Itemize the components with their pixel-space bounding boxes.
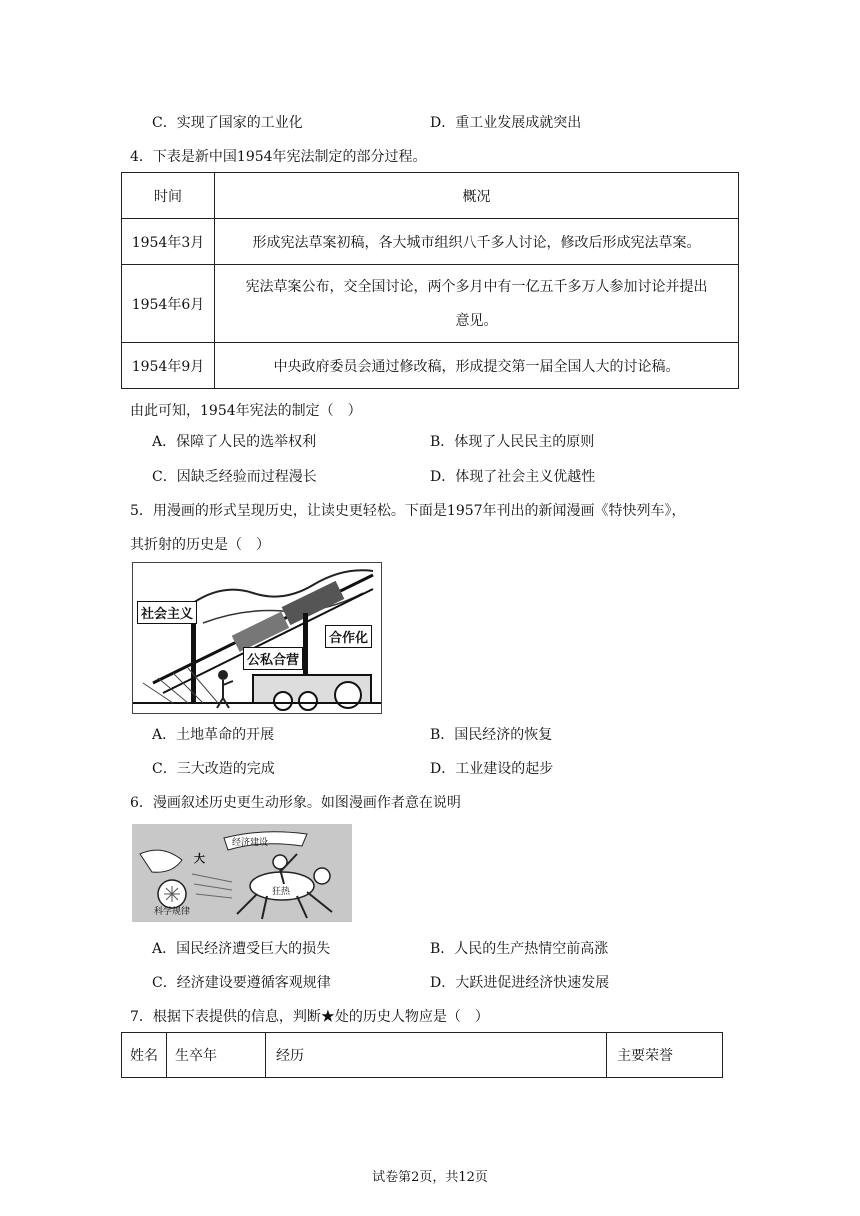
table-row bbox=[122, 343, 739, 389]
label-econ: 经济建设 bbox=[232, 838, 269, 848]
page-footer: 试卷第2页，共12页 bbox=[372, 1170, 488, 1185]
table-cell-time: 1954年3月 bbox=[122, 219, 215, 265]
table-header-years: 生卒年 bbox=[167, 1033, 266, 1078]
table-row bbox=[122, 219, 739, 265]
q5-stem-line1: 5．用漫画的形式呈现历史，让读史更轻松。下面是1957年刊出的新闻漫画《特快列车》， bbox=[130, 503, 686, 519]
label-heat: 狂热 bbox=[272, 887, 291, 897]
sign-socialism: 社会主义 bbox=[137, 601, 197, 624]
q4-option-a: A．保障了人民的选举权利 bbox=[152, 434, 317, 450]
q5-cartoon-train bbox=[132, 562, 382, 714]
table-row bbox=[122, 173, 739, 219]
q3-option-c: C．实现了国家的工业化 bbox=[152, 115, 303, 131]
q5-stem-line2: 其折射的历史是（ ） bbox=[130, 537, 270, 553]
sign-cooperation: 合作化 bbox=[325, 625, 372, 648]
q4-option-c: C．因缺乏经验而过程漫长 bbox=[152, 469, 317, 485]
q3-option-d: D．重工业发展成就突出 bbox=[430, 115, 582, 131]
q5-option-b: B．国民经济的恢复 bbox=[430, 727, 553, 743]
table-cell-time: 1954年6月 bbox=[122, 265, 215, 343]
q6-option-c: C．经济建设要遵循客观规律 bbox=[152, 975, 331, 991]
q6-cartoon-leap bbox=[132, 824, 352, 922]
table-header-time: 时间 bbox=[122, 173, 215, 219]
table-header-name: 姓名 bbox=[122, 1033, 167, 1078]
q4-option-b: B．体现了人民民主的原则 bbox=[430, 434, 595, 450]
table-header-overview: 概况 bbox=[215, 173, 739, 219]
table-cell-time: 1954年9月 bbox=[122, 343, 215, 389]
q6-stem: 6．漫画叙述历史更生动形象。如图漫画作者意在说明 bbox=[130, 795, 461, 811]
table-row bbox=[122, 1033, 723, 1078]
q5-option-a: A．土地革命的开展 bbox=[152, 727, 275, 743]
label-big: 大 bbox=[194, 852, 205, 865]
q4-option-d: D．体现了社会主义优越性 bbox=[430, 469, 596, 485]
q4-stem: 4．下表是新中国1954年宪法制定的部分过程。 bbox=[130, 149, 427, 165]
table-cell-desc-line1: 宪法草案公布，交全国讨论，两个多月中有一亿五千多万人参加讨论并提出 bbox=[245, 278, 708, 295]
table-cell-desc: 中央政府委员会通过修改稿，形成提交第一届全国人大的讨论稿。 bbox=[215, 343, 739, 389]
q6-option-a: A．国民经济遭受巨大的损失 bbox=[152, 941, 331, 957]
table-cell-desc bbox=[215, 265, 739, 343]
table-row bbox=[122, 265, 739, 343]
q6-option-b: B．人民的生产热情空前高涨 bbox=[430, 941, 609, 957]
q4-table bbox=[121, 172, 739, 389]
q7-stem: 7．根据下表提供的信息，判断★处的历史人物应是（ ） bbox=[130, 1009, 489, 1025]
label-rule: 科学规律 bbox=[154, 907, 191, 917]
q5-option-d: D．工业建设的起步 bbox=[430, 761, 554, 777]
q6-option-d: D．大跃进促进经济快速发展 bbox=[430, 975, 610, 991]
sign-joint-venture: 公私合营 bbox=[243, 647, 303, 670]
q5-option-c: C．三大改造的完成 bbox=[152, 761, 275, 777]
table-cell-desc: 形成宪法草案初稿，各大城市组织八千多人讨论，修改后形成宪法草案。 bbox=[215, 219, 739, 265]
q7-table bbox=[121, 1032, 723, 1078]
table-cell-desc-line2: 意见。 bbox=[455, 312, 498, 329]
table-header-experience: 经历 bbox=[266, 1033, 607, 1078]
table-header-honor: 主要荣誉 bbox=[607, 1033, 723, 1078]
q4-question: 由此可知，1954年宪法的制定（ ） bbox=[130, 403, 362, 419]
